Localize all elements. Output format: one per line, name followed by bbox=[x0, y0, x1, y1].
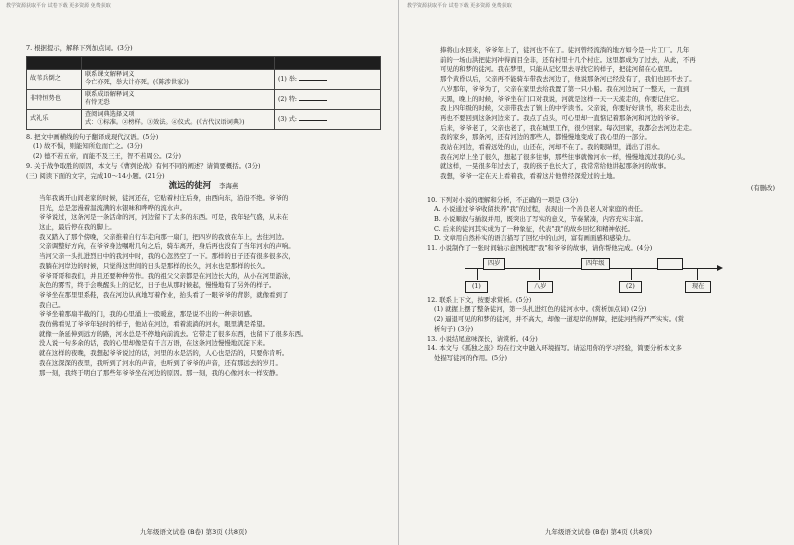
text-line: 八岁那年，爷爷为了，父亲在家里去给我置了第一只小船。我在河边玩了一整天，一直到 bbox=[440, 84, 690, 93]
text-line: 当年我离开山间老家的时候，徒河还在，它贴着村庄后身，由西向东，沿沿不绝。爷爷的 bbox=[39, 193, 289, 202]
question-12b-cont: 析句子) (3分) bbox=[434, 324, 474, 333]
text-line: 那一刻，我终于明白了那些年爷爷坐在河边的原因。那一刻，我的心像河水一样安静。 bbox=[39, 368, 282, 377]
text-line: D. 文章用自然朴实的语言描写了回忆中的山河，富有画面感和感染力。 bbox=[434, 234, 635, 243]
question-8b: (2) 德不若五帝，而能不及三王，智不若周公。(2分) bbox=[33, 152, 181, 161]
question-9: 9. 关于战争取胜的原因，本文与《曹刿论战》有何不同的阐述？请简要概括。(3分) bbox=[26, 161, 261, 170]
story-title: 流远的徒河 李海燕 bbox=[168, 181, 239, 192]
text-line: 我上四年级的时候，父亲带我去了镇上的中学读书。父亲说，你要好好读书，将来走出去， bbox=[440, 104, 696, 113]
text-line: 灰色的雾雪，终于会唤醒头上的记忆，日子也从那时候起，慢慢地有了另外的样子。 bbox=[39, 281, 276, 290]
text-line: 后来，爷爷老了，父亲也老了，我在城里工作，很少回家。每次回家，我都会去河边走走。 bbox=[440, 123, 696, 132]
watermark: 教学资源获取平台 试卷下载 更多资源 免费获取 bbox=[6, 3, 111, 9]
timeline-label: 四岁 bbox=[483, 258, 505, 270]
answer-blank[interactable] bbox=[299, 94, 327, 101]
text-line: 我站在河边，看着远处的山，山还在，河却不在了。我的眼睛里，涌出了泪水。 bbox=[440, 143, 664, 152]
text-line: 捧将山水回来，爷爷年上了，徒河也不在了。徒河曾经流淌的地方如今是一片工厂。几年 bbox=[440, 46, 690, 54]
timeline-label: 八岁 bbox=[527, 281, 553, 293]
question-12: 12. 联系上下文，按要求赏析。(5分) bbox=[427, 295, 532, 304]
question-7: 7. 根据提示，解释下列加点词。(3分) bbox=[26, 44, 133, 52]
text-line: 我想，爷爷一定在天上看着我，看着这片他曾经深爱过的土地。 bbox=[440, 172, 619, 181]
text-line: 目光，总是怎漫着温流满的水银味和哗哗的流水声。 bbox=[39, 203, 186, 212]
text-line: 再也不要回到这条河边来了。我点了点头，可心里却一直惦记着那条河和河边的爷爷。 bbox=[440, 113, 683, 122]
timeline-blank[interactable]: (2) bbox=[619, 281, 642, 293]
text-line: 我躺在河岸边的时候，只觉得这世间的日头是那样的长久，河水也是那样的长久。 bbox=[39, 261, 270, 270]
text-line: 可见的和梦的徒河。我在梦里，只能从记忆里去寻找它的样子，把徒河留在心底里。 bbox=[440, 65, 677, 74]
question-11: 11. 小说制作了一张时间轴示意图梳理"我"和爷爷的故事，请你帮他完成。(4分) bbox=[427, 244, 653, 253]
text-line: 我在河岸上坐了很久，想起了很多往事，那些往事就像河水一样，慢慢地流过我的心头。 bbox=[440, 152, 690, 161]
watermark: 教学资源获取平台 试卷下载 更多资源 免费获取 bbox=[407, 3, 512, 9]
question-13: 13. 小说结尾意味深长，请赏析。(4分) bbox=[427, 334, 538, 343]
timeline-arrow-icon bbox=[717, 265, 723, 271]
story-body-left bbox=[26, 194, 381, 378]
text-line: C. 后来的徒河其实成为了一种象征，代表"我"的故乡回忆和精神依托。 bbox=[434, 224, 634, 233]
text-line: 我又踏入了那个傍晚，父亲推着自行车走向那一扇门，把四岁的我放在车上，去往河边。 bbox=[39, 232, 289, 241]
story-body-right bbox=[427, 46, 775, 182]
table-row: 故苇兵倒之 联系课文解释词义 今亡亦死，举大计亦死。(《陈涉世家》) (1) 举: bbox=[27, 69, 381, 89]
text-line: 我自己。 bbox=[39, 300, 65, 309]
story-author: 李海燕 bbox=[219, 182, 239, 191]
text-line: B. 小说顺叙与插叙并用，既突出了写实的意义，节奏紧凑，内容充实丰富。 bbox=[434, 214, 648, 223]
text-line: 没人说一句多余的话，我的心里却像是有千言万语，在这条河边慢慢地沉淀下来。 bbox=[39, 339, 270, 348]
question-12a: (1) 就握上摆了整条徒河，第一头扎进红色的徒河水中。(赏析加点词) (2分) bbox=[434, 305, 647, 314]
question-14: 14. 本文与《孤独之旅》均在行文中融入环境描写。请运用你的学习经验，简要分析本文多 bbox=[427, 344, 683, 353]
question-10-options bbox=[427, 205, 775, 244]
text-line: 就这样，一晃很多年过去了，我的孩子也长大了，我常常给他讲起那条河的故事。 bbox=[440, 162, 671, 171]
text-line: 爷爷坐在那里里系鞋，我在河边认真地写着作业，抬头看了一眼爷爷的背影，就像看到了 bbox=[39, 290, 289, 299]
text-line: 就在这样的夜晚，我想起爷爷说过的话，河里的水是活的，人心也是活的，只要你肯听。 bbox=[39, 349, 289, 358]
gloss-table bbox=[26, 56, 381, 130]
timeline-diagram bbox=[435, 256, 735, 294]
timeline-blank[interactable]: (1) bbox=[465, 281, 488, 293]
text-line: 我在这深深的夜里，我听到了河水的声音，也听到了爷爷的声音，还有那远去的岁月。 bbox=[39, 358, 282, 367]
text-line: 就像一条延伸到远方的路，河水总是不停地向前流去。它带走了很多东西，也留下了很多东西。 bbox=[39, 329, 308, 338]
text-line: 我仿佛看见了爷爷年轻时的样子，他站在河边，看着流淌的河水，眼里满是希望。 bbox=[39, 320, 270, 329]
table-row: 式礼乐 查阅词典选择义项 式：①标准。②榜样。③效法。④仪式。(《古代汉语词典》) (3) 式: bbox=[27, 109, 381, 129]
answer-blank[interactable] bbox=[299, 74, 327, 81]
page-footer-left: 九年级语文试卷 (B卷) 第3页 (共8页) bbox=[140, 528, 248, 536]
timeline-label bbox=[657, 258, 683, 270]
right-page bbox=[427, 46, 775, 364]
text-line: 天黑，晚上的时候，爷爷坐在门口对我说，河就是这样一天一天流走的，你要记住它。 bbox=[440, 94, 683, 103]
question-8: 8. 把文中画横线的句子翻译成现代汉语。(5分) bbox=[26, 132, 159, 141]
text-line: 那个黄昏以后，父亲再不能骑车带我去河边了，他说那条河已经没有了，我们也回不去了。 bbox=[440, 75, 696, 84]
text-line: 父亲调整好方向，在爷爷身边嘱咐几句之后，骑车离开，身后再也没有了当年河水的声响。 bbox=[39, 242, 295, 251]
source-note: (有删改) bbox=[750, 183, 775, 192]
table-row: 非特恒势也 联系成语解释词义 有恃无恐 (2) 特: bbox=[27, 89, 381, 109]
timeline-label: 四年级 bbox=[581, 258, 610, 270]
text-line: 当河父亲一头扎进烈日中的我河中时，我的心忽然空了一下。那样的日子还有很多很多次， bbox=[39, 252, 295, 261]
text-line: 前的一场山洪把徒河冲得面目全非，还有村里十几个村庄。这里都成为了过去，从此，不再 bbox=[440, 55, 696, 64]
text-line: 这止，最后停在我的脚上。 bbox=[39, 223, 116, 232]
text-line: 爷爷哥哥和我们，并且还要种种劳作。我的祖父父亲都是在河边长大的，从小在河里游泳， bbox=[39, 271, 295, 280]
section-heading: (三) 阅读下面的文字，完成10～14小题。(21分) bbox=[26, 171, 165, 180]
text-line: A. 小说通过爷爷收留扶养"我"的过程，表现出一个善良老人对家庭的责任。 bbox=[434, 205, 647, 214]
question-8a: (1) 故不惧，则能知所危而亡之。(3分) bbox=[33, 142, 143, 151]
question-14-cont: 处描写徒河的作用。(5分) bbox=[434, 353, 507, 362]
page-fold bbox=[398, 0, 399, 545]
question-12b: (2) 逼退可见的和梦的徒河，并不高大，却像一道堤岸的屏障，把徒河挡得严严实实。(赏 bbox=[434, 315, 685, 324]
question-10: 10. 下列对小说的理解和分析，不正确的一项是 (3分) bbox=[427, 195, 579, 204]
left-page bbox=[26, 44, 381, 378]
timeline-label: 现在 bbox=[685, 281, 711, 293]
text-line: 爷爷坐着那扇半截的门，我的心里涌上一股暖意，那是说不出的一种亲切感。 bbox=[39, 310, 257, 319]
text-line: 爷爷说过，这条河是一条活命的河，河边留下了太多的东西。可是，我年轻气盛，从未在 bbox=[39, 213, 289, 222]
answer-blank[interactable] bbox=[299, 114, 327, 121]
page-footer-right: 九年级语文试卷 (B卷) 第4页 (共8页) bbox=[545, 528, 653, 536]
text-line: 我的家乡，那条河，还有河边的那些人，都慢慢地变成了我心里的一部分。 bbox=[440, 133, 651, 142]
